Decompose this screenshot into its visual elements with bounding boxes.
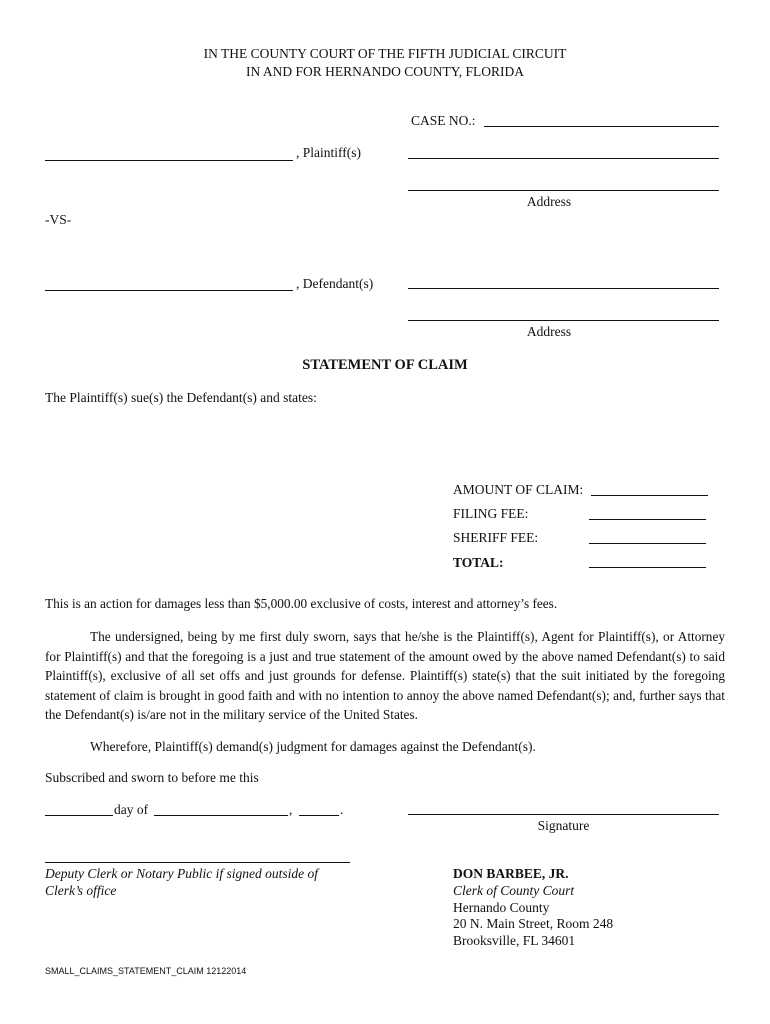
defendant-address-field-1[interactable] xyxy=(408,288,719,289)
vs-label: -VS- xyxy=(45,212,72,227)
plaintiff-label: , Plaintiff(s) xyxy=(296,145,361,160)
subscribed-text: Subscribed and sworn to before me this xyxy=(45,770,259,785)
defendant-label: , Defendant(s) xyxy=(296,276,374,291)
total-label: TOTAL: xyxy=(453,555,504,570)
court-header-line1: IN THE COUNTY COURT OF THE FIFTH JUDICIAL CIRCUIT xyxy=(203,46,567,61)
signature-field[interactable] xyxy=(408,814,719,815)
day-of-label: day of xyxy=(114,802,149,817)
sheriff-fee-label: SHERIFF FEE: xyxy=(453,530,539,545)
month-field[interactable] xyxy=(154,815,288,816)
filing-fee-label: FILING FEE: xyxy=(453,506,529,521)
signature-label: Signature xyxy=(537,818,590,833)
claim-intro-text: The Plaintiff(s) sue(s) the Defendant(s) and states: xyxy=(45,390,317,405)
amount-of-claim-field[interactable] xyxy=(591,495,708,496)
year-field[interactable] xyxy=(299,815,339,816)
plaintiff-address-field-1[interactable] xyxy=(408,158,719,159)
plaintiff-name-field[interactable] xyxy=(45,160,293,161)
filing-fee-field[interactable] xyxy=(589,519,706,520)
court-header-line2: IN AND FOR HERNANDO COUNTY, FLORIDA xyxy=(245,64,524,79)
defendant-name-field[interactable] xyxy=(45,290,293,291)
case-no-label: CASE NO.: xyxy=(411,113,476,128)
clerk-county: Hernando County xyxy=(453,900,550,915)
notary-label-line2: Clerk’s office xyxy=(45,883,117,898)
sheriff-fee-field[interactable] xyxy=(589,543,706,544)
damages-statement: This is an action for damages less than $5,000.00 exclusive of costs, interest and attorney’s fees. xyxy=(45,596,558,611)
wherefore-paragraph: Wherefore, Plaintiff(s) demand(s) judgment for damages against the Defendant(s). xyxy=(90,739,536,754)
plaintiff-address-field-2[interactable] xyxy=(408,190,719,191)
case-no-field[interactable] xyxy=(484,126,719,127)
oath-paragraph: The undersigned, being by me first duly sworn, says that he/she is the Plaintiff(s), Agent for Plaintiff(s), or Attorney for Plaintiff(s) and that the foregoing is a just and true statement of the amount owed by the above named Defendant(s) to said Plaintiff(s), exclusive of all set offs and just grounds for defense. Plaintiff(s) state(s) that the suit initiated by the foregoing statement of claim is brought in good faith and with no intention to annoy the above named Defendant(s); and, further says that the Defendant(s) is/are not in the military service of the United States. xyxy=(45,629,725,722)
date-comma: , xyxy=(289,802,293,817)
defendant-address-field-2[interactable] xyxy=(408,320,719,321)
notary-label-line1: Deputy Clerk or Notary Public if signed outside of xyxy=(45,866,318,881)
clerk-city: Brooksville, FL 34601 xyxy=(453,933,576,948)
plaintiff-address-label: Address xyxy=(526,194,572,209)
notary-signature-field[interactable] xyxy=(45,862,350,863)
date-period: . xyxy=(340,802,344,817)
clerk-street: 20 N. Main Street, Room 248 xyxy=(453,916,614,931)
day-field[interactable] xyxy=(45,815,113,816)
clerk-name: DON BARBEE, JR. xyxy=(453,866,569,881)
defendant-address-label: Address xyxy=(526,324,572,339)
amount-of-claim-label: AMOUNT OF CLAIM: xyxy=(453,482,584,497)
document-title: STATEMENT OF CLAIM xyxy=(302,357,468,373)
form-footer-code: SMALL_CLAIMS_STATEMENT_CLAIM 12122014 xyxy=(45,966,247,976)
total-field[interactable] xyxy=(589,567,706,568)
clerk-title: Clerk of County Court xyxy=(453,883,575,898)
